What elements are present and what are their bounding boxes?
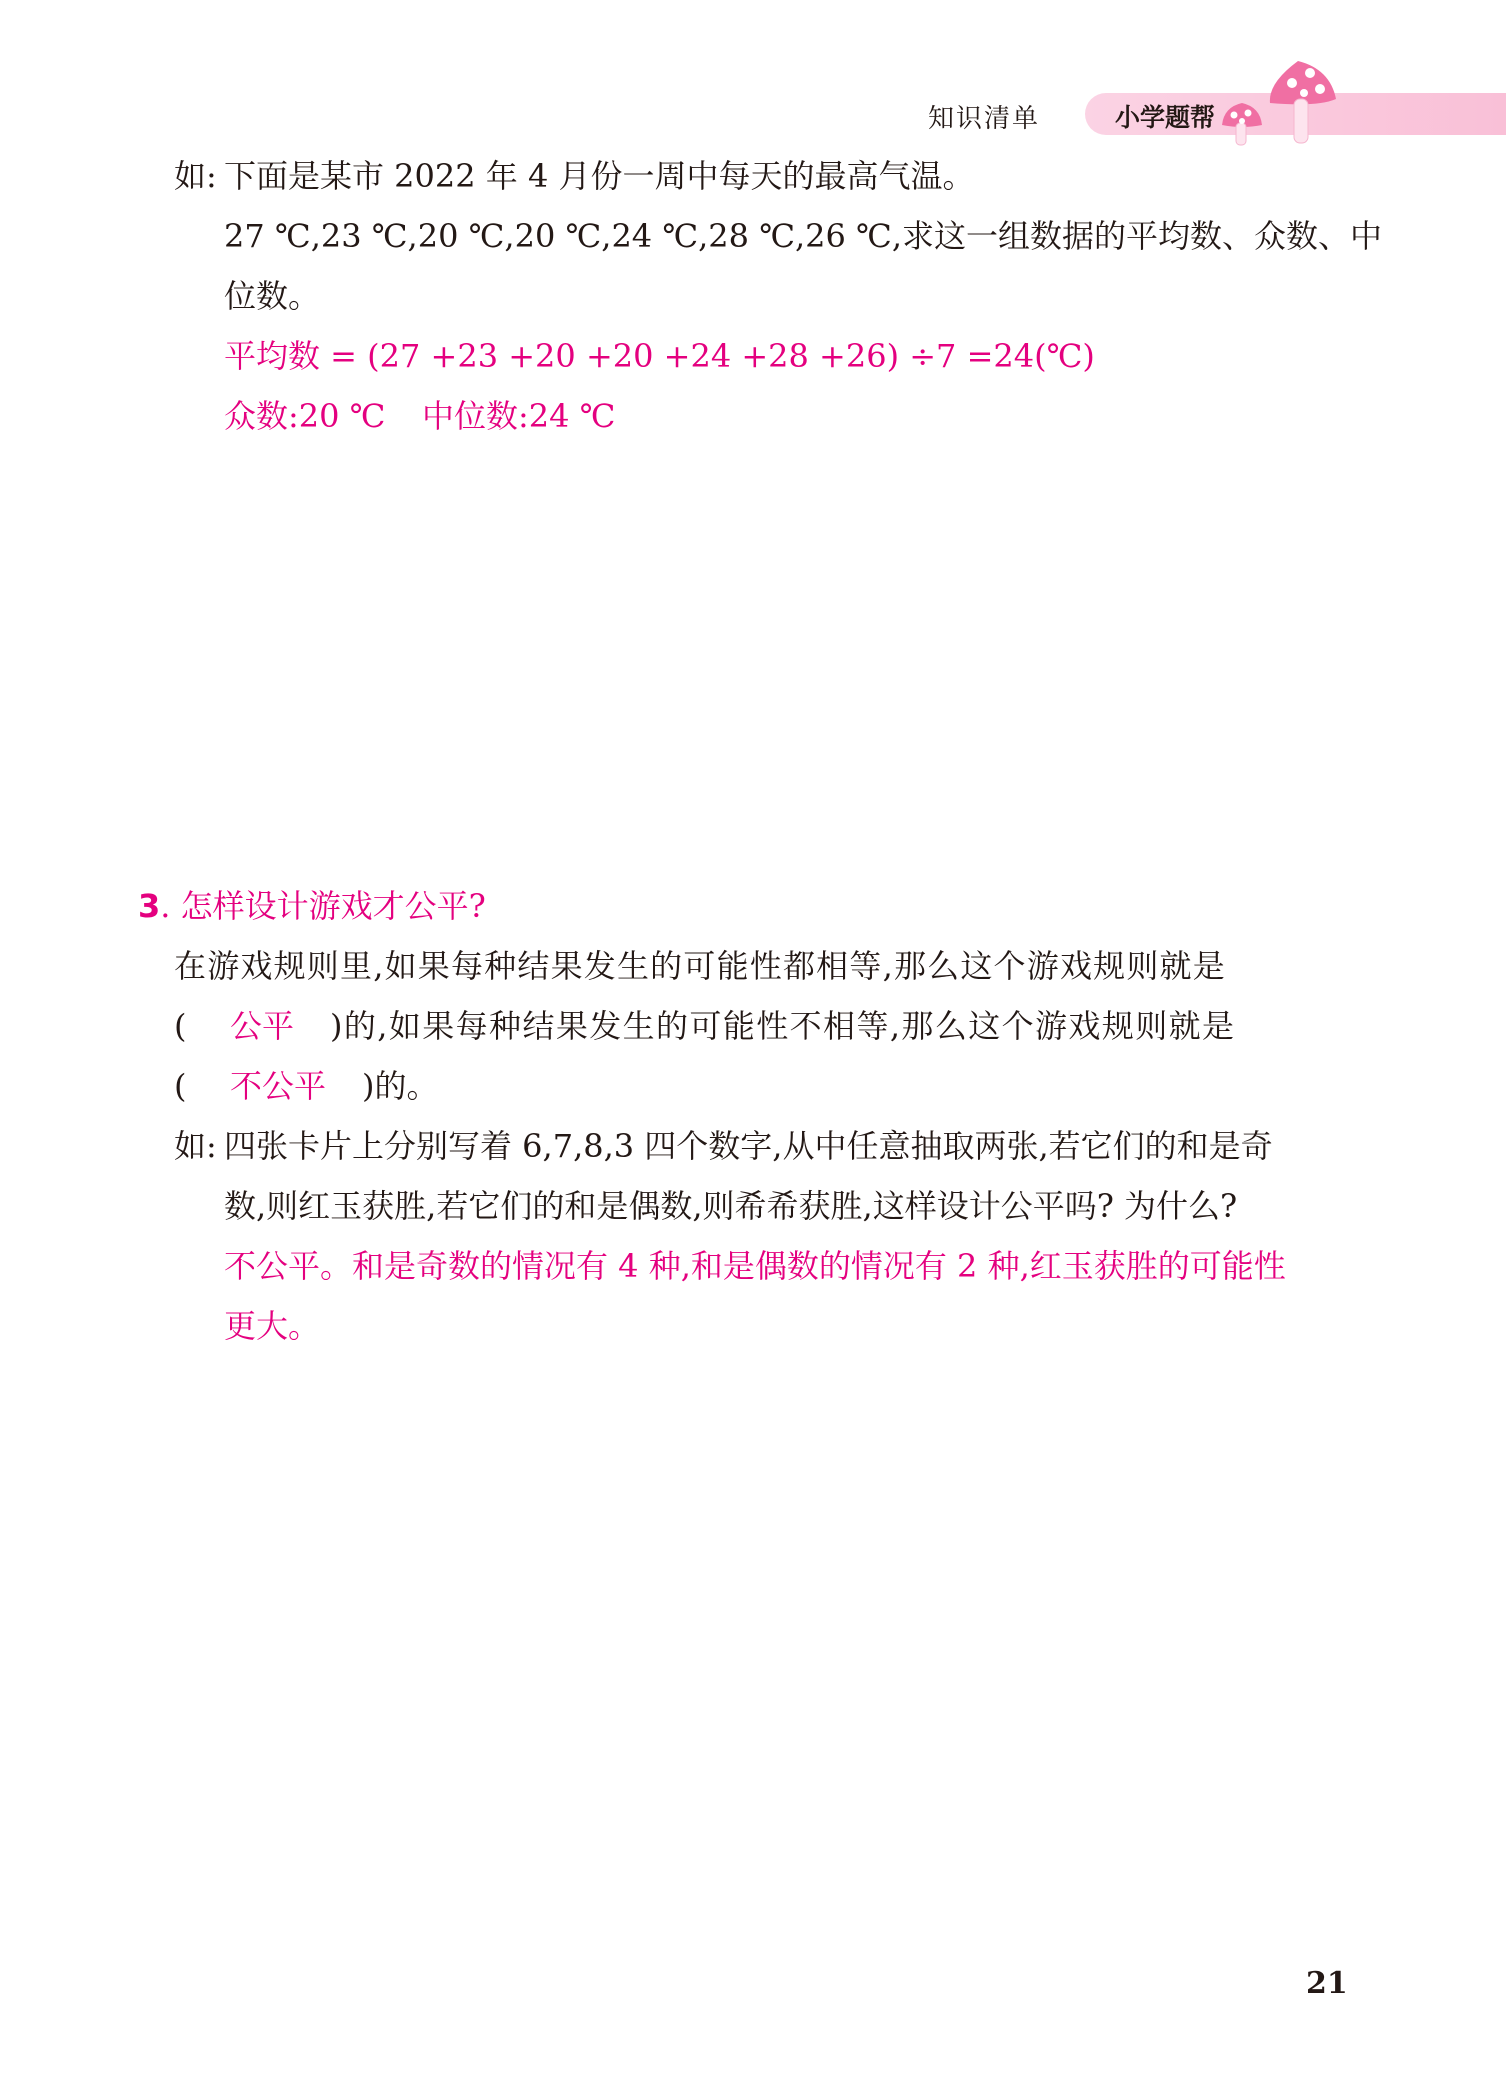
- example-question-line-1: 下面是某市 2022 年 4 月份一周中每天的最高气温。: [224, 157, 975, 195]
- section-number: 3: [138, 887, 161, 925]
- answer-mode: 众数:20 ℃: [224, 397, 386, 435]
- header-section-title: 知识清单: [928, 104, 1041, 134]
- example-prefix: 如:: [174, 157, 217, 195]
- example-2-answer-line-1: 不公平。和是奇数的情况有 4 种,和是偶数的情况有 2 种,红玉获胜的可能性: [224, 1247, 1286, 1285]
- blank-2-answer: 不公平: [230, 1067, 327, 1105]
- blank-1-answer: 公平: [230, 1007, 295, 1045]
- example-2-answer-line-2: 更大。: [224, 1307, 321, 1345]
- answer-mean: 平均数 = (27 +23 +20 +20 +24 +28 +26) ÷7 =24(℃): [224, 337, 1095, 375]
- example-question-line-2: 27 ℃,23 ℃,20 ℃,20 ℃,24 ℃,28 ℃,26 ℃,求这一组数据的平均数、众数、中: [224, 217, 1383, 255]
- rule-paragraph-line-1: 在游戏规则里,如果每种结果发生的可能性都相等,那么这个游戏规则就是: [174, 947, 1226, 985]
- example-question-line-3: 位数。: [224, 277, 321, 315]
- blank-1-open: (: [174, 1007, 187, 1045]
- section-title: . 怎样设计游戏才公平?: [160, 887, 486, 925]
- example-2-line-2: 数,则红玉获胜,若它们的和是偶数,则希希获胜,这样设计公平吗? 为什么?: [224, 1187, 1238, 1225]
- answer-median: 中位数:24 ℃: [422, 397, 616, 435]
- page-number: 21: [1306, 1966, 1348, 2001]
- blank-2-rest: )的。: [362, 1067, 439, 1105]
- blank-1-rest: )的,如果每种结果发生的可能性不相等,那么这个游戏规则就是: [330, 1007, 1236, 1045]
- blank-2-open: (: [174, 1067, 187, 1105]
- section-heading: [138, 876, 486, 936]
- header-brand: 小学题帮: [1115, 103, 1216, 132]
- example-2-line-1: 四张卡片上分别写着 6,7,8,3 四个数字,从中任意抽取两张,若它们的和是奇: [224, 1127, 1273, 1165]
- mushroom-icon: [1218, 55, 1338, 151]
- example-2-prefix: 如:: [174, 1127, 217, 1165]
